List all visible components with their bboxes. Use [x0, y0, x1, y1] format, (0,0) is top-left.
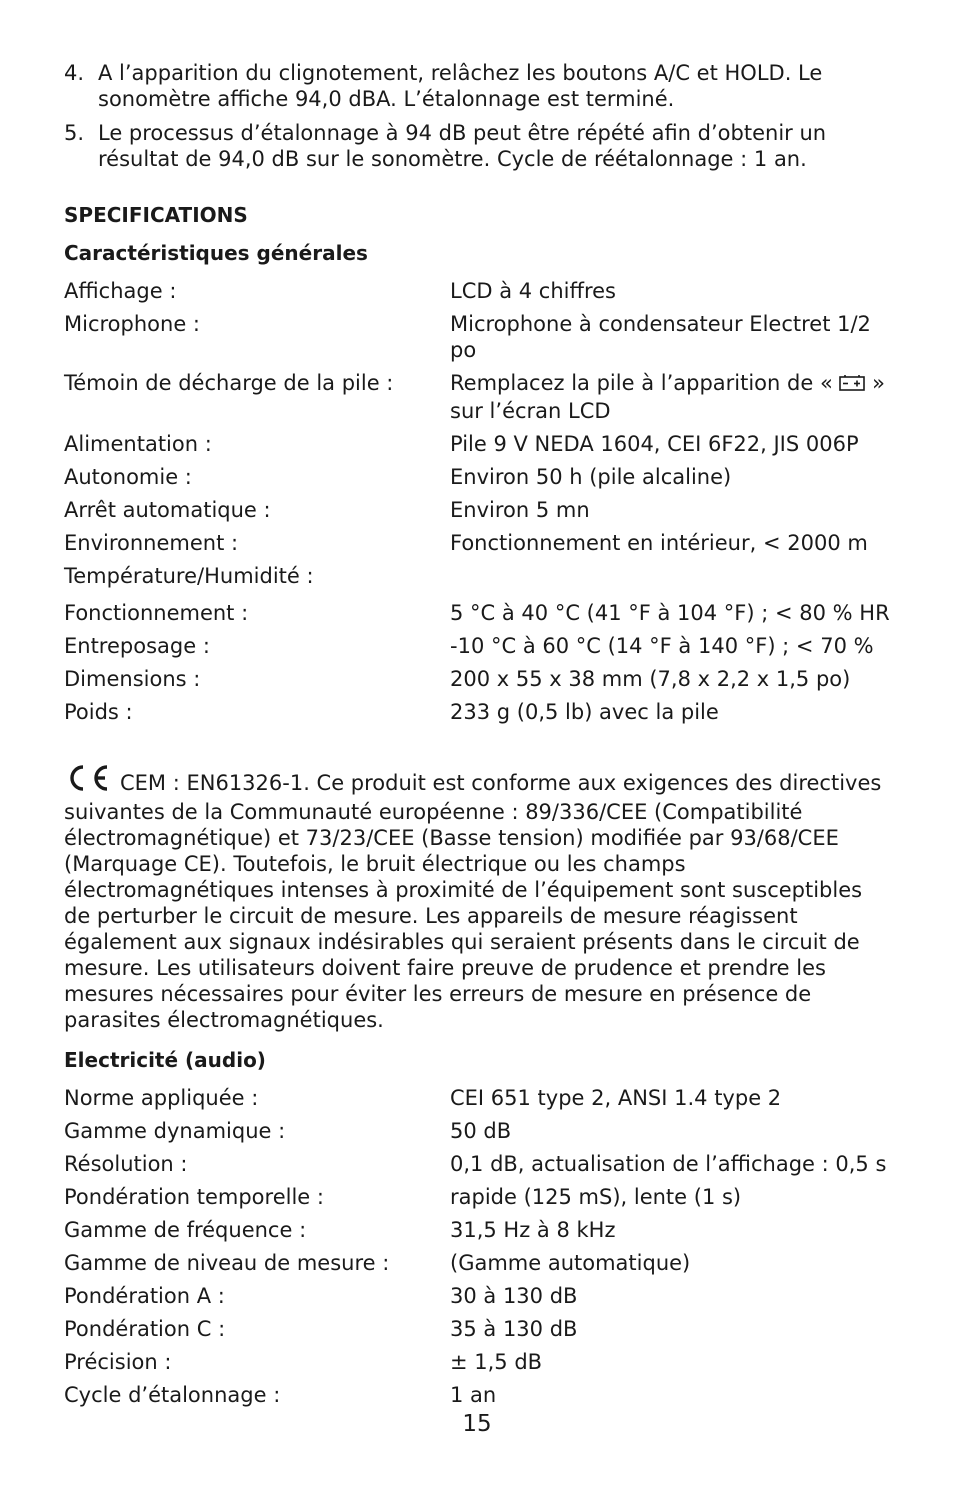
- spec-label: Dimensions :: [64, 667, 201, 691]
- spec-row: [64, 1217, 894, 1243]
- spec-value: 30 à 130 dB: [450, 1284, 578, 1308]
- spec-row: [64, 1349, 894, 1375]
- spec-value: CEI 651 type 2, ANSI 1.4 type 2: [450, 1086, 782, 1110]
- spec-value: Microphone à condensateur Electret 1/2 po: [450, 312, 871, 362]
- electrical-heading: Electricité (audio): [64, 1048, 266, 1072]
- spec-row: [64, 1382, 894, 1408]
- step-text: A l’apparition du clignotement, relâchez les boutons A/C et HOLD. Le sonomètre affiche 94,0 dBA. L’étalonnage est terminé.: [98, 61, 823, 111]
- spec-value-text: Remplacez la pile à l’apparition de «: [450, 371, 833, 395]
- spec-value: -10 °C à 60 °C (14 °F à 140 °F) ; < 70 %: [450, 634, 874, 658]
- spec-label: Gamme de fréquence :: [64, 1218, 307, 1242]
- spec-row: [64, 633, 894, 659]
- spec-value: Environ 5 mn: [450, 498, 590, 522]
- list-item: [64, 120, 894, 172]
- spec-value: LCD à 4 chiffres: [450, 279, 616, 303]
- step-number: 5.: [64, 121, 85, 145]
- spec-label: Cycle d’étalonnage :: [64, 1383, 281, 1407]
- spec-value: (Gamme automatique): [450, 1251, 691, 1275]
- spec-value: Fonctionnement en intérieur, < 2000 m: [450, 531, 868, 555]
- battery-icon: [839, 372, 865, 398]
- spec-label: Entreposage :: [64, 634, 210, 658]
- spec-label: Précision :: [64, 1350, 172, 1374]
- spec-label: Affichage :: [64, 279, 177, 303]
- spec-label: Arrêt automatique :: [64, 498, 271, 522]
- ce-compliance-paragraph: [64, 763, 894, 1033]
- spec-row: [64, 1118, 894, 1144]
- ce-text: CEM : EN61326-1. Ce produit est conforme aux exigences des directives suivantes de la Communauté européenne : 89/336/CEE (Compatibilité électromagnétique) et 73/23/CEE (Basse tension) modifiée par 93/68/CEE (Marquage CE). Toutefois, le bruit électrique ou les champs électromagnétiques intenses à proximité de l’équipement sont susceptibles de perturber le circuit de mesure. Les appareils de mesure réagissent également aux signaux indésirables qui seraient présents dans le circuit de mesure. Les utilisateurs doivent faire preuve de prudence et prendre les mesures nécessaires pour éviter les erreurs de mesure en présence de parasites électromagnétiques.: [64, 771, 882, 1032]
- step-text: Le processus d’étalonnage à 94 dB peut être répété afin d’obtenir un résultat de 94,0 dB sur le sonomètre. Cycle de réétalonnage : 1 an.: [98, 121, 827, 171]
- spec-label: Pondération C :: [64, 1317, 226, 1341]
- calibration-steps: [64, 60, 894, 172]
- spec-label: Gamme de niveau de mesure :: [64, 1251, 390, 1275]
- spec-value: ± 1,5 dB: [450, 1350, 543, 1374]
- spec-row: [64, 1085, 894, 1111]
- spec-label: Autonomie :: [64, 465, 192, 489]
- spec-value: Environ 50 h (pile alcaline): [450, 465, 732, 489]
- spec-value: 31,5 Hz à 8 kHz: [450, 1218, 616, 1242]
- spec-row: [64, 464, 894, 490]
- spec-label: Pondération temporelle :: [64, 1185, 324, 1209]
- spec-value: 200 x 55 x 38 mm (7,8 x 2,2 x 1,5 po): [450, 667, 851, 691]
- spec-row: [64, 1250, 894, 1276]
- spec-row: [64, 370, 894, 424]
- spec-label: Température/Humidité :: [64, 564, 314, 588]
- manual-page: [64, 60, 894, 1415]
- spec-row: [64, 431, 894, 457]
- spec-label: Gamme dynamique :: [64, 1119, 286, 1143]
- spec-row: [64, 1316, 894, 1342]
- spec-value: 50 dB: [450, 1119, 512, 1143]
- spec-row: [64, 311, 894, 363]
- spec-row: [64, 600, 894, 626]
- list-item: [64, 60, 894, 112]
- spec-label: Environnement :: [64, 531, 239, 555]
- general-spec-table: [64, 278, 894, 725]
- spec-row: [64, 666, 894, 692]
- spec-label: Poids :: [64, 700, 133, 724]
- spec-value: rapide (125 mS), lente (1 s): [450, 1185, 742, 1209]
- spec-label: Pondération A :: [64, 1284, 225, 1308]
- spec-row: [64, 1283, 894, 1309]
- spec-label: Fonctionnement :: [64, 601, 249, 625]
- spec-row: [64, 699, 894, 725]
- spec-label: Norme appliquée :: [64, 1086, 259, 1110]
- electrical-spec-table: [64, 1085, 894, 1408]
- specifications-heading: SPECIFICATIONS: [64, 203, 248, 227]
- spec-value: 1 an: [450, 1383, 497, 1407]
- spec-row: [64, 530, 894, 556]
- spec-value: 5 °C à 40 °C (41 °F à 104 °F) ; < 80 % HR: [450, 601, 890, 625]
- general-characteristics-heading: Caractéristiques générales: [64, 241, 368, 265]
- spec-row: [64, 563, 894, 589]
- spec-value: [450, 370, 894, 424]
- spec-row: [64, 1184, 894, 1210]
- spec-label: Résolution :: [64, 1152, 188, 1176]
- spec-row: [64, 278, 894, 304]
- page-number: 15: [462, 1411, 492, 1437]
- spec-value: 35 à 130 dB: [450, 1317, 578, 1341]
- spec-label: Microphone :: [64, 312, 200, 336]
- spec-value: [450, 563, 894, 589]
- spec-value: Pile 9 V NEDA 1604, CEI 6F22, JIS 006P: [450, 432, 859, 456]
- spec-label: Témoin de décharge de la pile :: [64, 371, 394, 395]
- spec-row: [64, 1151, 894, 1177]
- spec-value: 233 g (0,5 lb) avec la pile: [450, 700, 719, 724]
- spec-value-text: » sur l’écran LCD: [450, 371, 886, 423]
- ce-mark-icon: [64, 763, 110, 799]
- spec-label: Alimentation :: [64, 432, 212, 456]
- spec-value: 0,1 dB, actualisation de l’affichage : 0,5 s: [450, 1152, 887, 1176]
- step-number: 4.: [64, 61, 85, 85]
- spec-row: [64, 497, 894, 523]
